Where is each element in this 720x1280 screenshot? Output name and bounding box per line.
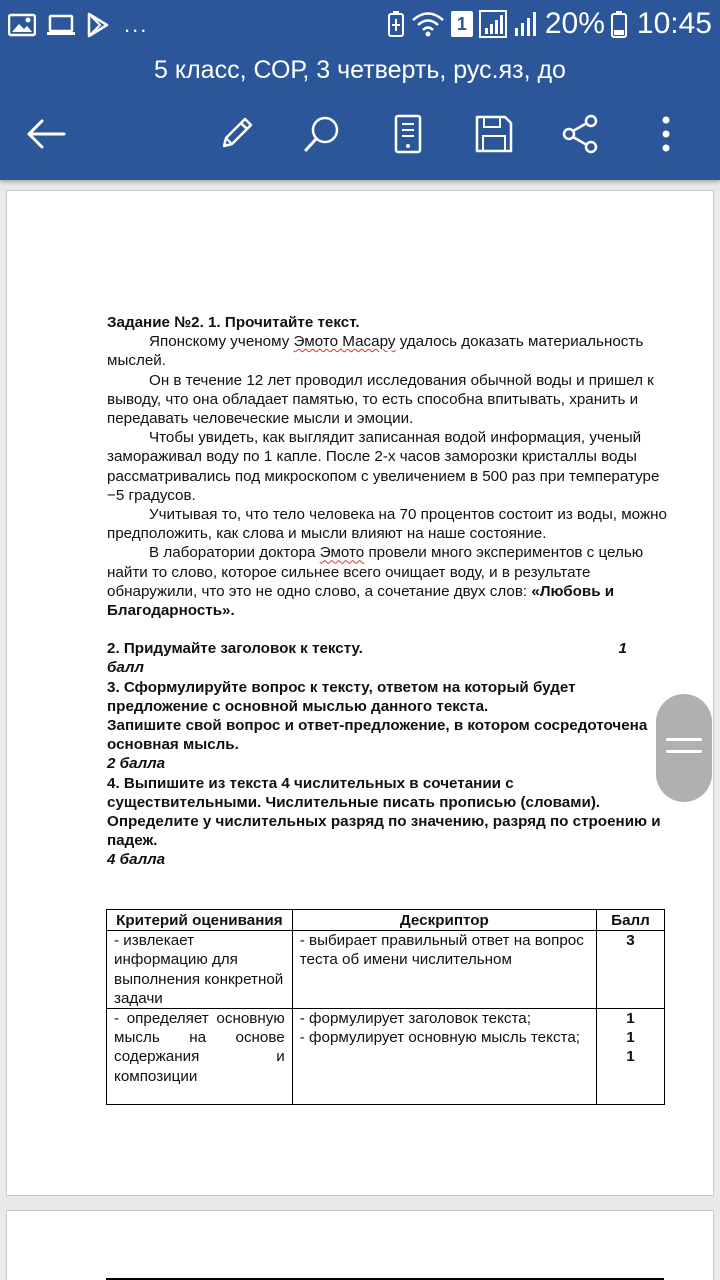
paragraph-1: Японскому ученому Эмото Масару удалось доказать материальность мыслей. (107, 333, 644, 370)
descriptor-item: - формулирует основную мысль текста; (299, 1029, 580, 1047)
header-points: Балл (597, 910, 665, 931)
notification-icons (8, 10, 148, 40)
header-descriptor: Дескриптор (292, 910, 596, 931)
question-4-points: 4 балла (107, 851, 166, 869)
laptop-icon (46, 13, 76, 37)
document-body (107, 313, 667, 870)
wifi-icon (411, 10, 445, 38)
points-value: 1 (626, 1010, 635, 1028)
system-indicators (387, 6, 712, 42)
paragraph-2: Он в течение 12 лет проводил исследования обычной воды и пришел к выводу, что она обладает памятью, то есть способна впитывать, хранить и передавать человеческие мысли и эмоции. (107, 371, 654, 428)
criterion-cell: - извлекает информацию для выполнения конкретной задачи (107, 931, 293, 1009)
search-icon (302, 114, 342, 154)
question-3-instruction: Запишите свой вопрос и ответ-предложение, в котором сосредоточена основная мысль. (107, 717, 648, 754)
criterion-cell: - определяет основную мысль на основе содержания и композиции (107, 1009, 293, 1105)
back-arrow-icon (26, 118, 66, 150)
battery-percent: 20% (544, 7, 605, 40)
descriptor-item: - формулирует заголовок текста; (299, 1010, 531, 1028)
app-bar (0, 0, 720, 180)
signal-icon-sim2 (513, 10, 539, 38)
edit-pencil-icon (216, 114, 256, 154)
criteria-table (106, 909, 665, 1105)
document-title: 5 класс, СОР, 3 четверть, рус.яз, до (154, 56, 566, 84)
mobile-view-icon (393, 114, 423, 154)
edit-button[interactable] (212, 110, 260, 158)
more-vert-icon (660, 114, 672, 154)
question-3: 3. Сформулируйте вопрос к тексту, ответом на который будет предложение с основной мыслью данного текста. (107, 678, 576, 715)
points-value: 1 (626, 1048, 635, 1066)
descriptor-cell (292, 1009, 596, 1105)
question-2-points: 1 (618, 640, 627, 658)
save-icon (474, 114, 514, 154)
document-page (6, 190, 714, 1196)
table-header-row (107, 910, 665, 931)
table-row (107, 931, 665, 1009)
battery-saver-icon (387, 10, 405, 38)
paragraph-3: Чтобы увидеть, как выглядит записанная водой информация, ученый замораживал воду по 1 капле. После 2-х часов заморозки кристаллы воды рассматривались под микроскопом с увеличением в 500 раз при температуре −5 градусов. (107, 429, 660, 504)
search-button[interactable] (298, 110, 346, 158)
grip-line (666, 750, 702, 753)
more-options-button[interactable] (642, 110, 690, 158)
question-4: 4. Выпишите из текста 4 числительных в сочетании с существительными. Числительные писать прописью (словами). Определите у числительных разряд по значению, разряд по строению и падеж. (107, 774, 661, 850)
share-button[interactable] (556, 110, 604, 158)
paragraph-4: Учитывая то, что тело человека на 70 процентов состоит из воды, можно предположить, как слова и мысли влияют на наше состояние. (107, 506, 667, 543)
mobile-view-button[interactable] (384, 110, 432, 158)
status-bar (0, 0, 720, 48)
table-row (107, 1009, 665, 1105)
question-2: 2. Придумайте заголовок к тексту. 1 (107, 640, 627, 658)
signal-icon-sim1 (479, 10, 507, 38)
points-cell: 3 (597, 931, 665, 1009)
sim-slot-badge: 1 (451, 11, 473, 37)
more-notifications-indicator: ... (124, 12, 149, 37)
next-document-page (6, 1210, 714, 1280)
share-icon (560, 114, 600, 154)
header-criterion: Критерий оценивания (107, 910, 293, 931)
back-button[interactable] (22, 110, 70, 158)
points-value: 1 (626, 1029, 635, 1047)
play-store-icon (86, 12, 110, 38)
spellcheck-word: Эмото Масару (293, 333, 396, 351)
battery-icon (611, 10, 627, 38)
question-3-points: 2 балла (107, 755, 166, 773)
task-heading: Задание №2. 1. Прочитайте текст. (107, 314, 360, 331)
gallery-icon (8, 13, 36, 37)
question-2-points-unit: балл (107, 659, 144, 677)
paragraph-5: В лаборатории доктора Эмото провели много экспериментов с целью найти то слово, которое сильнее всего очищает воду, и в результате обнаружили, что это не одно слово, а сочетание двух слов: «Любовь и Благодарность». (107, 544, 644, 620)
spellcheck-word: Эмото (319, 544, 365, 562)
clock: 10:45 (636, 7, 712, 40)
points-cell (597, 1009, 665, 1105)
descriptor-cell: - выбирает правильный ответ на вопрос теста об имени числительном (292, 931, 596, 1009)
fast-scroll-handle[interactable] (656, 694, 712, 802)
grip-line (666, 738, 702, 741)
save-button[interactable] (470, 110, 518, 158)
